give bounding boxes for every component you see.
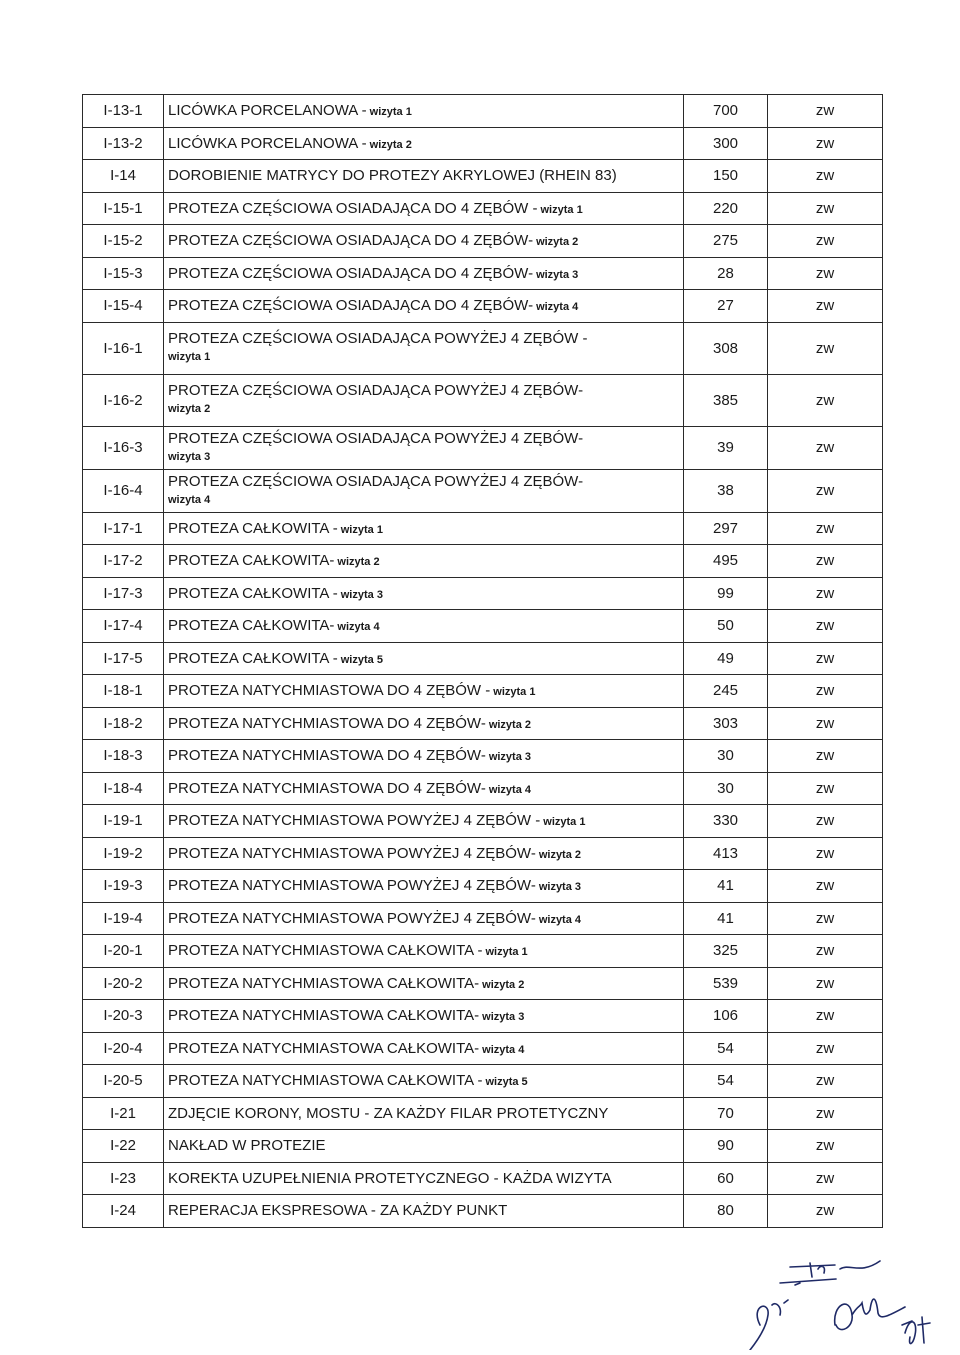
service-price: 99	[684, 577, 768, 610]
vat-status: zw	[768, 1097, 883, 1130]
vat-status: zw	[768, 160, 883, 193]
table-row	[83, 837, 883, 870]
vat-status: zw	[768, 512, 883, 545]
service-description	[164, 160, 684, 193]
service-name: PROTEZA NATYCHMIASTOWA POWYŻEJ 4 ZĘBÓW-	[168, 877, 536, 895]
vat-status: zw	[768, 1000, 883, 1033]
visit-label: wizyta 4	[168, 493, 211, 506]
handwritten-signatures	[740, 1255, 940, 1350]
service-code: I-14	[83, 160, 164, 193]
service-description	[164, 1000, 684, 1033]
service-code: I-20-5	[83, 1065, 164, 1098]
table-row	[83, 160, 883, 193]
service-description	[164, 707, 684, 740]
table-row	[83, 870, 883, 903]
price-table-body	[83, 95, 883, 1228]
vat-status: zw	[768, 1032, 883, 1065]
service-code: I-16-4	[83, 469, 164, 512]
table-row	[83, 257, 883, 290]
service-code: I-23	[83, 1162, 164, 1195]
vat-status: zw	[768, 740, 883, 773]
service-code: I-19-4	[83, 902, 164, 935]
service-description	[164, 805, 684, 838]
service-price: 106	[684, 1000, 768, 1033]
service-code: I-17-4	[83, 610, 164, 643]
vat-status: zw	[768, 322, 883, 374]
service-description	[164, 1032, 684, 1065]
service-name: PROTEZA CZĘŚCIOWA OSIADAJĄCA DO 4 ZĘBÓW-	[168, 232, 534, 250]
service-description	[164, 1195, 684, 1228]
vat-status: zw	[768, 935, 883, 968]
service-price: 325	[684, 935, 768, 968]
vat-status: zw	[768, 610, 883, 643]
service-price: 54	[684, 1032, 768, 1065]
service-price: 90	[684, 1130, 768, 1163]
table-row	[83, 192, 883, 225]
service-name: DOROBIENIE MATRYCY DO PROTEZY AKRYLOWEJ (RHEIN 83)	[168, 167, 617, 185]
visit-label: wizyta 3	[538, 881, 582, 894]
service-description	[164, 322, 684, 374]
vat-status: zw	[768, 1065, 883, 1098]
service-name: LICÓWKA PORCELANOWA -	[168, 134, 367, 152]
vat-status: zw	[768, 870, 883, 903]
service-code: I-18-1	[83, 675, 164, 708]
service-price: 275	[684, 225, 768, 258]
service-code: I-18-4	[83, 772, 164, 805]
table-row	[83, 225, 883, 258]
service-description	[164, 127, 684, 160]
vat-status: zw	[768, 642, 883, 675]
service-description	[164, 192, 684, 225]
service-name: PROTEZA CZĘŚCIOWA OSIADAJĄCA DO 4 ZĘBÓW-	[168, 264, 534, 282]
visit-label: wizyta 1	[543, 816, 586, 829]
vat-status: zw	[768, 675, 883, 708]
service-code: I-18-2	[83, 707, 164, 740]
visit-label: wizyta 2	[369, 138, 412, 151]
service-name: PROTEZA NATYCHMIASTOWA CAŁKOWITA-	[168, 1039, 480, 1057]
service-description	[164, 577, 684, 610]
service-code: I-15-2	[83, 225, 164, 258]
service-price: 60	[684, 1162, 768, 1195]
service-code: I-13-2	[83, 127, 164, 160]
table-row	[83, 1195, 883, 1228]
visit-label: wizyta 4	[488, 783, 531, 796]
vat-status: zw	[768, 127, 883, 160]
table-row	[83, 707, 883, 740]
service-code: I-19-1	[83, 805, 164, 838]
service-description	[164, 1162, 684, 1195]
visit-label: wizyta 3	[482, 1011, 525, 1024]
table-row	[83, 469, 883, 512]
service-code: I-19-2	[83, 837, 164, 870]
service-code: I-17-5	[83, 642, 164, 675]
visit-label: wizyta 5	[485, 1076, 528, 1089]
service-price: 27	[684, 290, 768, 323]
vat-status: zw	[768, 772, 883, 805]
service-price: 303	[684, 707, 768, 740]
service-name: PROTEZA CAŁKOWITA -	[168, 649, 338, 667]
price-table	[82, 94, 883, 1228]
visit-label: wizyta 1	[493, 686, 536, 699]
vat-status: zw	[768, 290, 883, 323]
service-name: PROTEZA NATYCHMIASTOWA CAŁKOWITA-	[168, 1007, 480, 1025]
vat-status: zw	[768, 1162, 883, 1195]
service-name: PROTEZA CAŁKOWITA-	[168, 552, 335, 570]
table-row	[83, 127, 883, 160]
visit-label: wizyta 4	[536, 301, 579, 314]
service-description	[164, 512, 684, 545]
service-price: 495	[684, 545, 768, 578]
service-price: 385	[684, 374, 768, 426]
table-row	[83, 95, 883, 128]
visit-label: wizyta 2	[482, 978, 525, 991]
table-row	[83, 675, 883, 708]
service-price: 413	[684, 837, 768, 870]
table-row	[83, 1162, 883, 1195]
service-name: NAKŁAD W PROTEZIE	[168, 1137, 326, 1155]
service-code: I-24	[83, 1195, 164, 1228]
service-description	[164, 1130, 684, 1163]
table-row	[83, 642, 883, 675]
service-price: 41	[684, 902, 768, 935]
visit-label: wizyta 1	[485, 946, 528, 959]
service-name: PROTEZA CZĘŚCIOWA OSIADAJĄCA DO 4 ZĘBÓW -	[168, 199, 538, 217]
table-row	[83, 1032, 883, 1065]
service-name: PROTEZA CZĘŚCIOWA OSIADAJĄCA POWYŻEJ 4 ZĘBÓW -	[168, 330, 588, 347]
table-row	[83, 512, 883, 545]
vat-status: zw	[768, 967, 883, 1000]
table-row	[83, 967, 883, 1000]
service-code: I-15-3	[83, 257, 164, 290]
visit-label: wizyta 1	[369, 106, 412, 119]
vat-status: zw	[768, 1130, 883, 1163]
table-row	[83, 740, 883, 773]
service-code: I-20-2	[83, 967, 164, 1000]
service-price: 80	[684, 1195, 768, 1228]
service-code: I-20-4	[83, 1032, 164, 1065]
table-row	[83, 290, 883, 323]
service-price: 41	[684, 870, 768, 903]
service-name: PROTEZA CZĘŚCIOWA OSIADAJĄCA POWYŻEJ 4 ZĘBÓW-	[168, 382, 584, 399]
service-price: 30	[684, 772, 768, 805]
visit-label: wizyta 3	[488, 751, 531, 764]
service-description	[164, 374, 684, 426]
service-description	[164, 290, 684, 323]
table-row	[83, 577, 883, 610]
service-price: 38	[684, 469, 768, 512]
service-code: I-17-2	[83, 545, 164, 578]
vat-status: zw	[768, 545, 883, 578]
service-description	[164, 837, 684, 870]
visit-label: wizyta 2	[536, 236, 579, 249]
service-name: PROTEZA NATYCHMIASTOWA POWYŻEJ 4 ZĘBÓW-	[168, 909, 536, 927]
service-name: PROTEZA NATYCHMIASTOWA CAŁKOWITA -	[168, 942, 483, 960]
service-name: REPERACJA EKSPRESOWA - ZA KAŻDY PUNKT	[168, 1202, 508, 1220]
service-description	[164, 1065, 684, 1098]
service-name: PROTEZA CZĘŚCIOWA OSIADAJĄCA DO 4 ZĘBÓW-	[168, 297, 534, 315]
service-name: PROTEZA CAŁKOWITA -	[168, 519, 338, 537]
service-name: PROTEZA CAŁKOWITA -	[168, 584, 338, 602]
service-description	[164, 426, 684, 469]
service-code: I-20-3	[83, 1000, 164, 1033]
service-code: I-16-1	[83, 322, 164, 374]
service-code: I-17-1	[83, 512, 164, 545]
service-description	[164, 610, 684, 643]
table-row	[83, 1065, 883, 1098]
service-name: PROTEZA NATYCHMIASTOWA POWYŻEJ 4 ZĘBÓW -	[168, 812, 541, 830]
service-description	[164, 675, 684, 708]
service-code: I-16-3	[83, 426, 164, 469]
vat-status: zw	[768, 95, 883, 128]
service-description	[164, 902, 684, 935]
table-row	[83, 610, 883, 643]
service-description	[164, 1097, 684, 1130]
service-price: 28	[684, 257, 768, 290]
service-code: I-18-3	[83, 740, 164, 773]
service-price: 700	[684, 95, 768, 128]
service-name: LICÓWKA PORCELANOWA -	[168, 102, 367, 120]
service-description	[164, 642, 684, 675]
service-name: PROTEZA CZĘŚCIOWA OSIADAJĄCA POWYŻEJ 4 ZĘBÓW-	[168, 429, 584, 447]
service-name: PROTEZA NATYCHMIASTOWA DO 4 ZĘBÓW-	[168, 779, 486, 797]
vat-status: zw	[768, 374, 883, 426]
table-row	[83, 772, 883, 805]
service-price: 54	[684, 1065, 768, 1098]
service-price: 330	[684, 805, 768, 838]
service-name: PROTEZA NATYCHMIASTOWA CAŁKOWITA -	[168, 1072, 483, 1090]
visit-label: wizyta 4	[337, 621, 380, 634]
table-row	[83, 426, 883, 469]
vat-status: zw	[768, 469, 883, 512]
service-name: KOREKTA UZUPEŁNIENIA PROTETYCZNEGO - KAŻDA WIZYTA	[168, 1169, 612, 1187]
service-description	[164, 545, 684, 578]
table-row	[83, 1097, 883, 1130]
visit-label: wizyta 3	[168, 450, 211, 463]
table-row	[83, 1000, 883, 1033]
service-price: 39	[684, 426, 768, 469]
visit-label: wizyta 5	[340, 653, 383, 666]
visit-label: wizyta 2	[538, 848, 582, 861]
vat-status: zw	[768, 837, 883, 870]
service-code: I-19-3	[83, 870, 164, 903]
table-row	[83, 902, 883, 935]
visit-label: wizyta 2	[337, 556, 380, 569]
visit-label: wizyta 1	[540, 203, 583, 216]
service-name: PROTEZA CZĘŚCIOWA OSIADAJĄCA POWYŻEJ 4 ZĘBÓW-	[168, 472, 584, 490]
service-code: I-17-3	[83, 577, 164, 610]
vat-status: zw	[768, 707, 883, 740]
service-price: 50	[684, 610, 768, 643]
table-row	[83, 374, 883, 426]
service-name: PROTEZA NATYCHMIASTOWA CAŁKOWITA-	[168, 974, 480, 992]
vat-status: zw	[768, 426, 883, 469]
service-name: PROTEZA NATYCHMIASTOWA DO 4 ZĘBÓW -	[168, 682, 491, 700]
vat-status: zw	[768, 805, 883, 838]
service-code: I-13-1	[83, 95, 164, 128]
table-row	[83, 322, 883, 374]
service-description	[164, 95, 684, 128]
vat-status: zw	[768, 225, 883, 258]
service-code: I-20-1	[83, 935, 164, 968]
service-description	[164, 870, 684, 903]
service-price: 300	[684, 127, 768, 160]
service-code: I-15-4	[83, 290, 164, 323]
service-price: 70	[684, 1097, 768, 1130]
visit-label: wizyta 4	[482, 1043, 525, 1056]
table-row	[83, 935, 883, 968]
service-description	[164, 935, 684, 968]
vat-status: zw	[768, 577, 883, 610]
service-price: 308	[684, 322, 768, 374]
table-row	[83, 545, 883, 578]
service-price: 539	[684, 967, 768, 1000]
visit-label: wizyta 2	[488, 718, 531, 731]
service-name: PROTEZA NATYCHMIASTOWA DO 4 ZĘBÓW-	[168, 714, 486, 732]
visit-label: wizyta 1	[340, 523, 383, 536]
service-description	[164, 772, 684, 805]
service-price: 30	[684, 740, 768, 773]
service-price: 220	[684, 192, 768, 225]
service-price: 49	[684, 642, 768, 675]
visit-label: wizyta 1	[168, 351, 211, 363]
vat-status: zw	[768, 192, 883, 225]
service-price: 297	[684, 512, 768, 545]
service-code: I-21	[83, 1097, 164, 1130]
service-name: PROTEZA CAŁKOWITA-	[168, 617, 335, 635]
service-name: PROTEZA NATYCHMIASTOWA POWYŻEJ 4 ZĘBÓW-	[168, 844, 536, 862]
service-description	[164, 469, 684, 512]
service-name: ZDJĘCIE KORONY, MOSTU - ZA KAŻDY FILAR PROTETYCZNY	[168, 1104, 609, 1122]
service-description	[164, 967, 684, 1000]
vat-status: zw	[768, 1195, 883, 1228]
visit-label: wizyta 3	[536, 268, 579, 281]
service-description	[164, 225, 684, 258]
service-code: I-16-2	[83, 374, 164, 426]
visit-label: wizyta 2	[168, 403, 211, 415]
service-code: I-22	[83, 1130, 164, 1163]
service-name: PROTEZA NATYCHMIASTOWA DO 4 ZĘBÓW-	[168, 747, 486, 765]
visit-label: wizyta 4	[538, 913, 582, 926]
service-price: 245	[684, 675, 768, 708]
service-description	[164, 257, 684, 290]
table-row	[83, 1130, 883, 1163]
vat-status: zw	[768, 257, 883, 290]
vat-status: zw	[768, 902, 883, 935]
visit-label: wizyta 3	[340, 588, 383, 601]
table-row	[83, 805, 883, 838]
service-code: I-15-1	[83, 192, 164, 225]
service-description	[164, 740, 684, 773]
service-price: 150	[684, 160, 768, 193]
